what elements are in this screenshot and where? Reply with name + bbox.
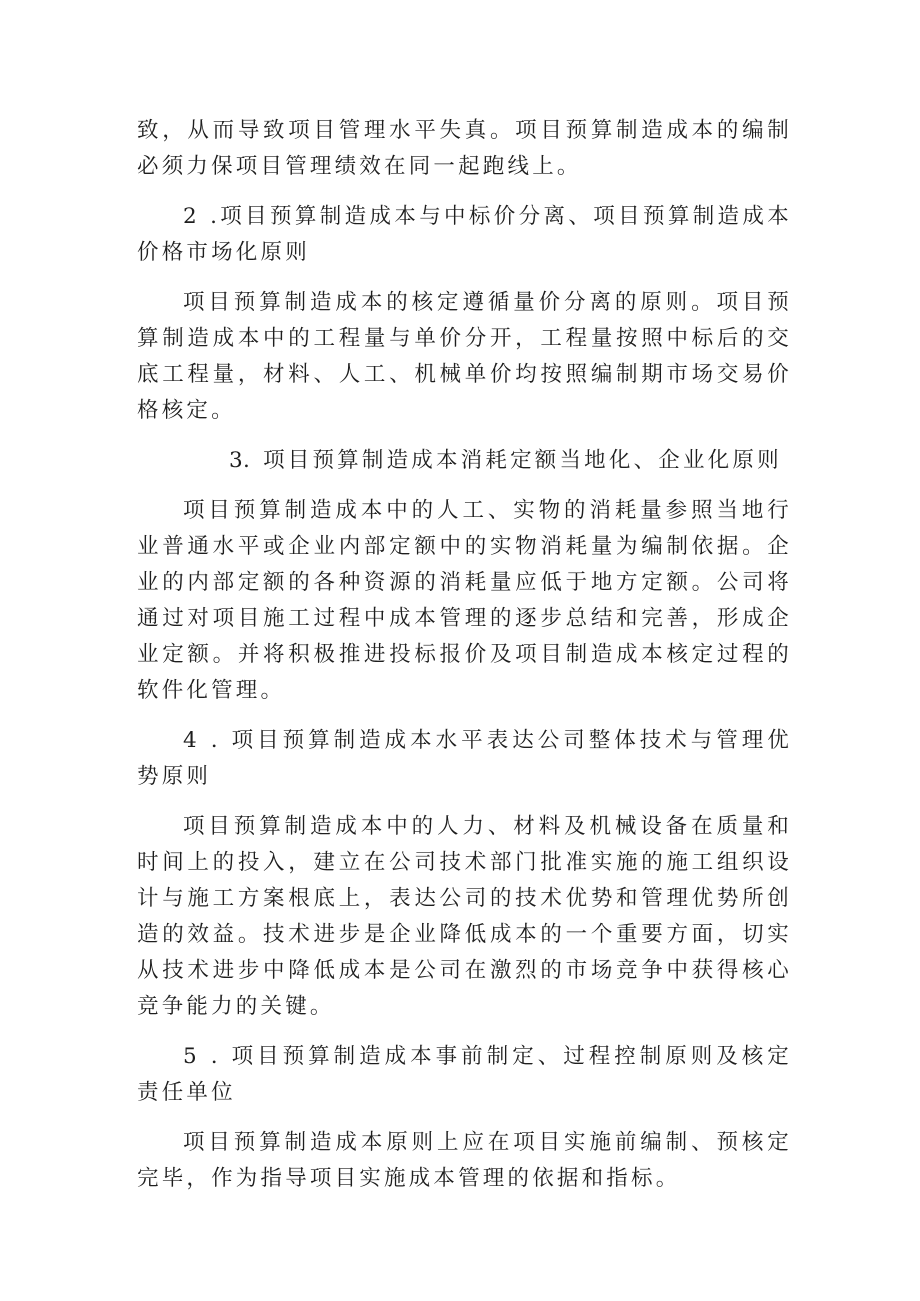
heading-text: . 项目预算制造成本消耗定额当地化、企业化原则 (243, 448, 782, 473)
paragraph-principle-2: 项目预算制造成本的核定遵循量价分离的原则。项目预算制造成本中的工程量与单价分开，工程量按照中标后的交底工程量，材料、人工、机械单价均按照编制期市场交易价格核定。 (137, 290, 792, 423)
heading-number: 3 (229, 448, 246, 473)
heading-principle-5: 5 . 项目预算制造成本事前制定、过程控制原则及核定责任单位 (137, 1044, 792, 1105)
paragraph-continuation: 致，从而导致项目管理水平失真。项目预算制造成本的编制必须力保项目管理绩效在同一起跑线上。 (137, 118, 792, 179)
paragraph-principle-4: 项目预算制造成本中的人力、材料及机械设备在质量和时间上的投入，建立在公司技术部门批准实施的施工组织设计与施工方案根底上，表达公司的技术优势和管理优势所创造的效益。技术进步是企业降低成本的一个重要方面，切实从技术进步中降低成本是公司在激烈的市场竞争中获得核心竞争能力的关键。 (137, 814, 792, 1019)
paragraph-principle-3: 项目预算制造成本中的人工、实物的消耗量参照当地行业普通水平或企业内部定额中的实物消耗量为编制依据。企业的内部定额的各种资源的消耗量应低于地方定额。公司将通过对项目施工过程中成本管理的逐步总结和完善，形成企业定额。并将积极推进投标报价及项目制造成本核定过程的软件化管理。 (137, 498, 792, 703)
heading-principle-2: 2 .项目预算制造成本与中标价分离、项目预算制造成本价格市场化原则 (137, 204, 792, 265)
document-body (137, 113, 792, 1197)
paragraph-principle-5: 项目预算制造成本原则上应在项目实施前编制、预核定完毕，作为指导项目实施成本管理的依据和指标。 (137, 1130, 792, 1191)
heading-principle-4: 4 . 项目预算制造成本水平表达公司整体技术与管理优势原则 (137, 728, 792, 789)
heading-principle-3 (137, 443, 792, 479)
